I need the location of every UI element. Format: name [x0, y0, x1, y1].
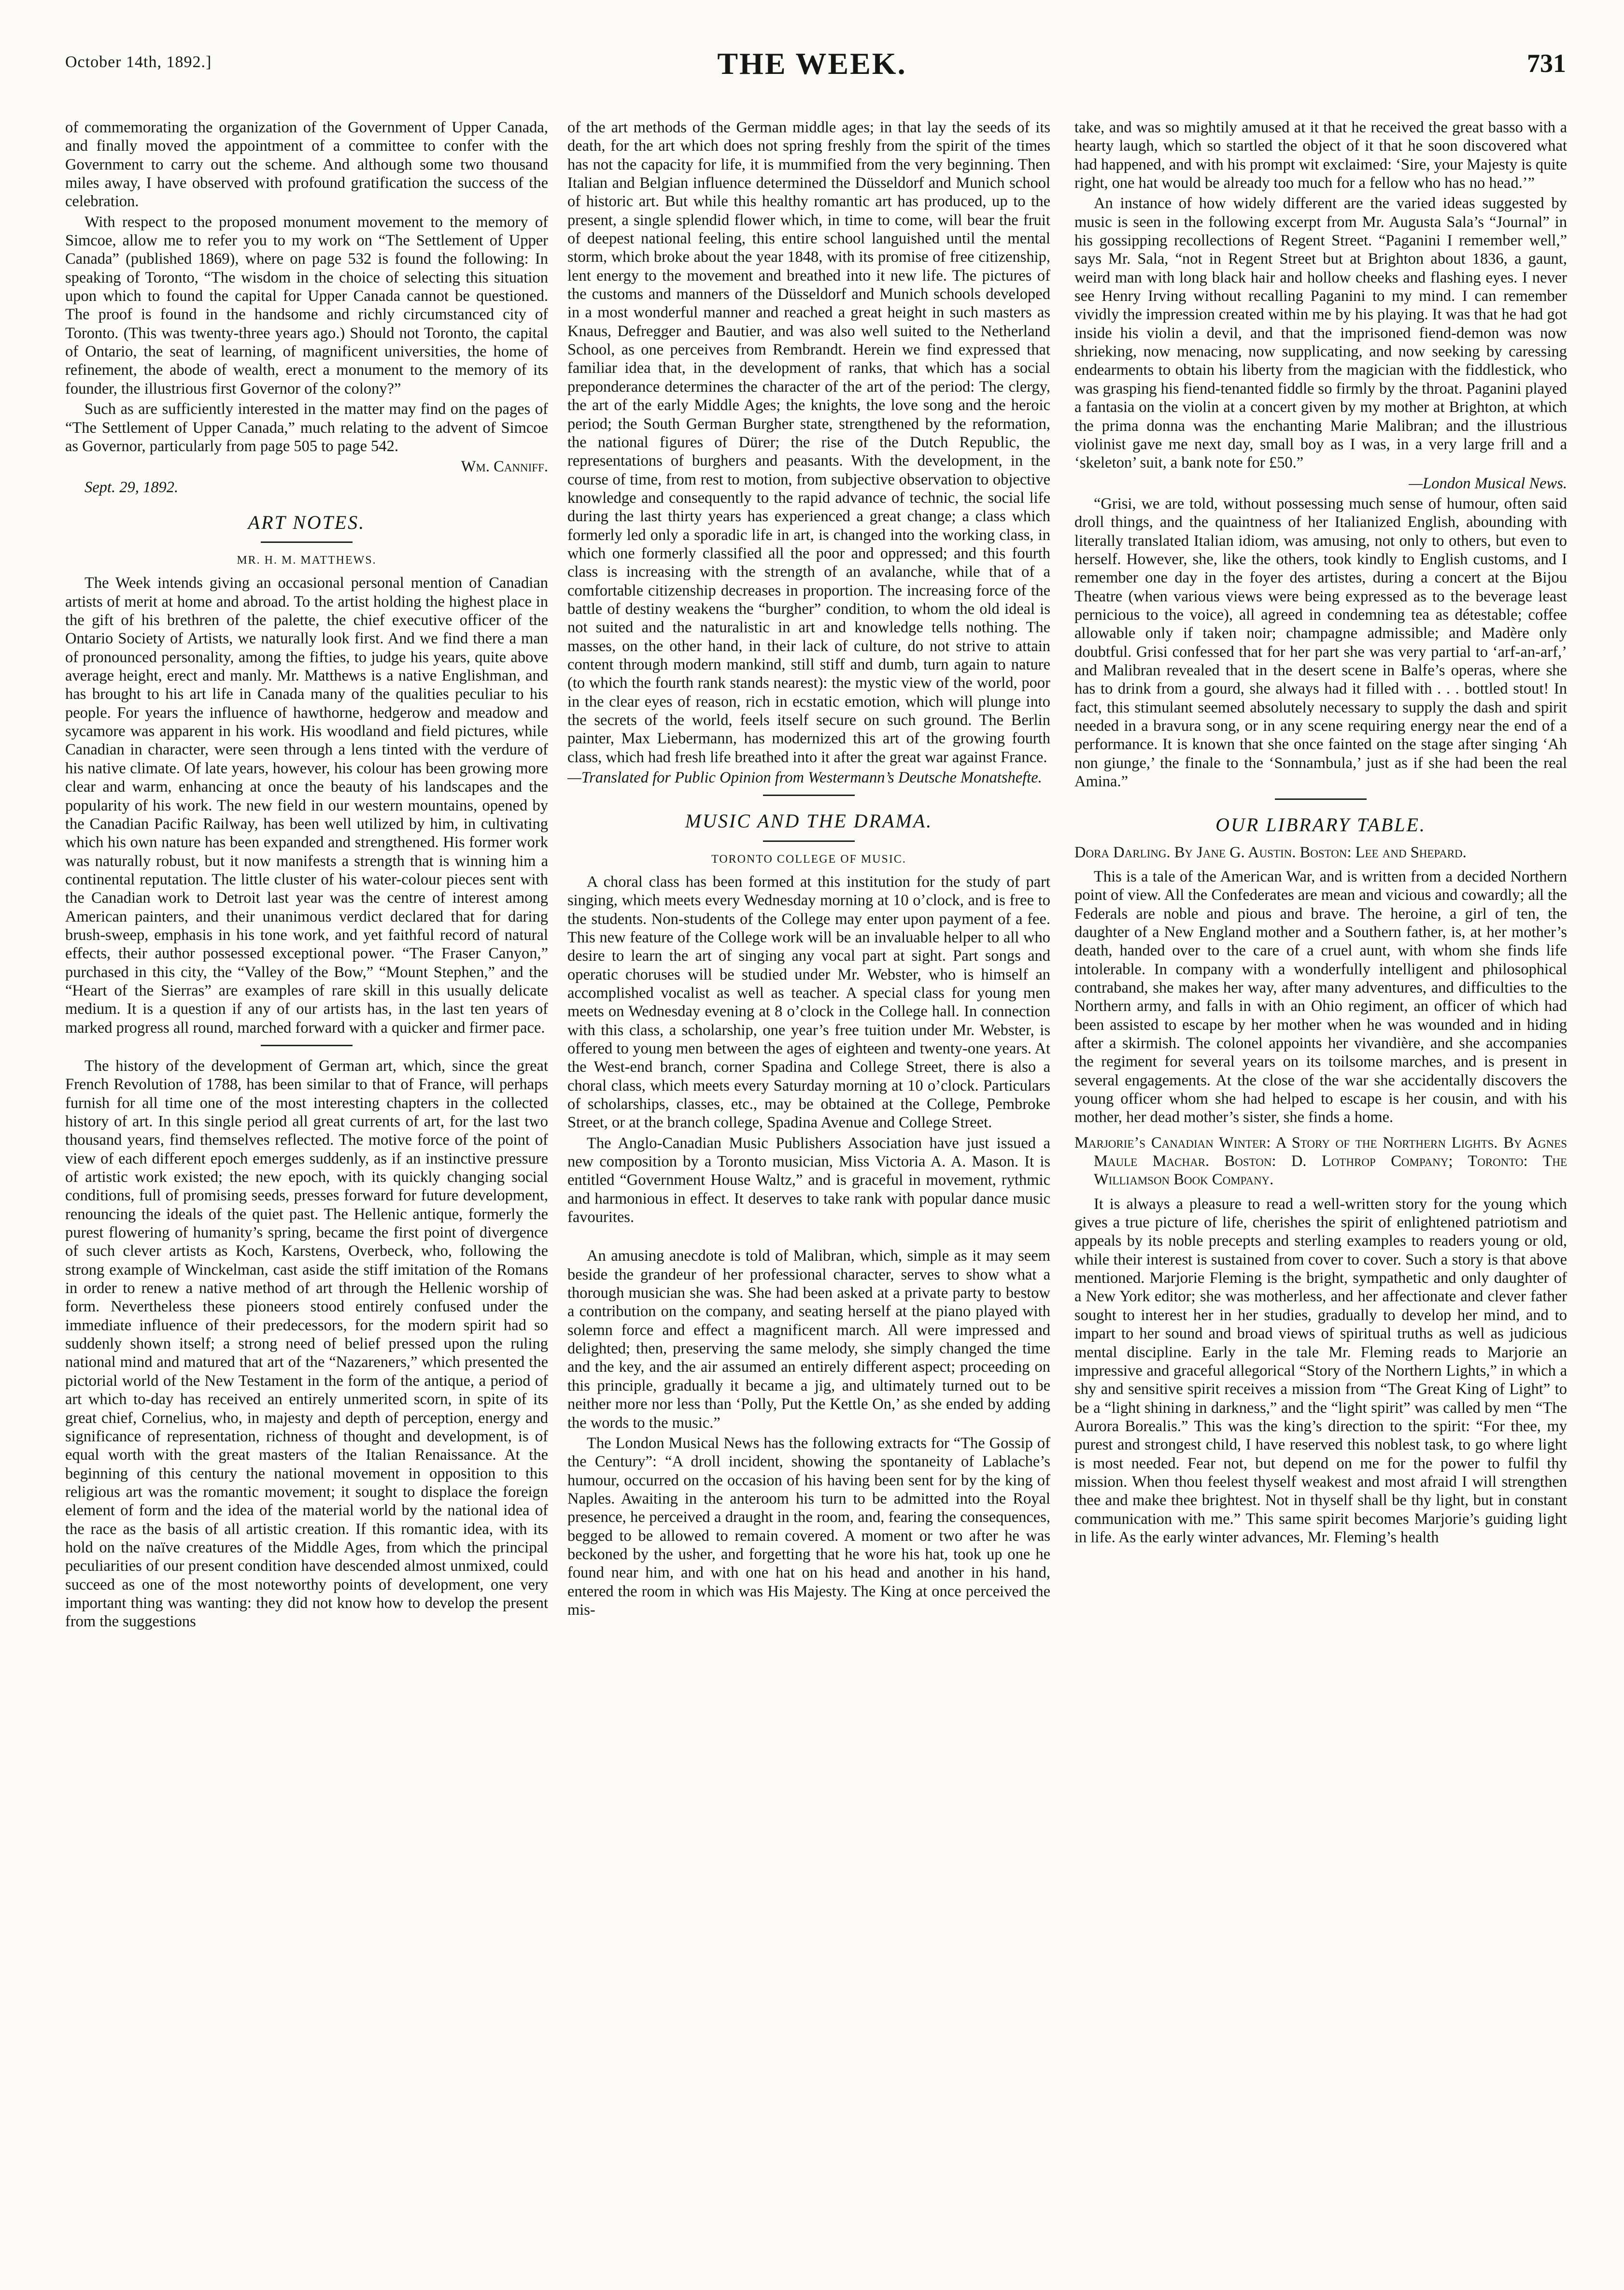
column-left — [65, 118, 548, 2253]
article-paragraph: The London Musical News has the following extracts for “The Gossip of the Century”: “A droll incident, showing the spontaneity of Lablache’s humour, occurred on the occasion of his having been sent for by the king of Naples. Awaiting in the anteroom his turn to be admitted into the Royal presence, he perceived a draught in the room, and, fearing the consequences, begged to be allowed to remain covered. A moment or two after he was beckoned by the usher, and forgetting that he wore his hat, took up one he found near him, and with one hat on his head and another in his hand, entered the room in which was His Majesty. The King at once perceived the mis- — [567, 1434, 1050, 1619]
issue-date: October 14th, 1892.] — [65, 53, 212, 71]
masthead-title: THE WEEK. — [717, 46, 907, 81]
column-middle — [567, 118, 1050, 2253]
article-subhead: MR. H. M. MATTHEWS. — [237, 554, 377, 567]
article-paragraph: take, and was so mightily amused at it that he received the great basso with a hearty laugh, which so startled the object of it that he soon discovered what had happened, and with his prompt wit exclaimed: ‘Sire, your Majesty is quite right, one hat would be already too much for a fellow who has no head.’” — [1074, 119, 1567, 192]
letter-paragraph: Such as are sufficiently interested in the matter may find on the pages of “The Settlement of Upper Canada,” much relating to the advent of Simcoe as Governor, particularly from page 505 to page 542. — [65, 400, 548, 455]
article-paragraph: The Week intends giving an occasional personal mention of Canadian artists of merit at home and abroad. To the artist holding the highest place in the gift of his brethren of the palette, the chief executive officer of the Ontario Society of Artists, we naturally look first. And we find there a man of pronounced personality, among the fifties, to judge his years, quite above average height, erect and manly. Mr. Matthews is a native Englishman, and has brought to his art life in Canada many of the qualities peculiar to his people. For years the influence of hawthorne, hedgerow and meadow and sycamore was apparent in his work. His woodland and field pictures, while Canadian in character, were seen through a lens tinted with the verdure of his native climate. Of late years, however, his colour has been growing more clear and warm, enhancing at once the beauty of his landscapes and the popularity of his work. The new field in our western mountains, opened by the Canadian Pacific Railway, has been well utilized by him, in cultivating which his own nature has been expanded and strengthened. His former work was naturally robust, but it now manifests a strength that is winning him a continental reputation. The little cluster of his water-colour pieces sent with the Canadian work to Detroit last year was the centre of interest among American painters, and their unanimous verdict declared that for daring brush-sweep, emphasis in his tone work, and yet faithful record of natural effects, their author possessed exceptional power. “The Fraser Canyon,” purchased in this city, the “Valley of the Bow,” “Mount Stephen,” and the “Heart of the Sierras” are examples of rare skill in this usually delicate medium. It is a question if any of our artists has, in the last ten years of marked progress all round, marched forward with a quicker and firmer pace. — [65, 574, 548, 1037]
book-review-heading: Dora Darling. By Jane G. Austin. Boston: Lee and Shepard. — [1074, 843, 1467, 861]
article-paragraph: The history of the development of German art, which, since the great French Revolution of 1788, has been similar to that of France, will perhaps furnish for all time one of the most interesting chapters in the collected history of art. In this single period all great currents of art, for the last two thousand years, find themselves reflected. The motive force of the point of view of each different epoch emerges suddenly, as if an instinctive pressure of artistic work existed; the new epoch, with its quickly changing social conditions, full of promising seeds, presses forward for future development, renouncing the ideals of the quiet past. The Hellenic antique, formerly the purest flowering of humanity’s spring, became the first point of divergence of such clever artists as Koch, Karstens, Overbeck, who, following the strong example of Winckelman, cast aside the stiff imitation of the Romans in order to renew a native method of art through the Hellenic worship of form. Nevertheless these pioneers stood entirely confused under the immediate influence of their predecessors, for the modern spirit had so suddenly shown itself; a strong need of belief pressed upon the ruling national mind and matured that art of the “Nazareners,” which presented the pictorial world of the New Testament in the form of the antique, a period of art which to-day has received an entirely unmerited scorn, in spite of its great chief, Cornelius, who, in majesty and depth of perception, energy and significance of representation, richness of thought and development, is of equal worth with the great masters of the Italian Renaissance. At the beginning of this century the national movement in opposition to this religious art was the romantic movement; it sought to displace the foreign element of form and the idea of the material world by the national idea of the race as the basis of all artistic creation. If this romantic idea, with its hold on the naïve creatures of the Middle Ages, from which the principal peculiarities of our present condition have descended almost unmixed, could succeed as one of the most noteworthy points of development, one very important thing was wanting: they did not know how to develop the present from the suggestions — [65, 1057, 548, 1631]
section-rule — [261, 541, 353, 543]
spacer — [567, 1228, 1050, 1247]
book-review-paragraph: It is always a pleasure to read a well-written story for the young which gives a true picture of life, cherishes the spirit of enlightened patriotism and appeals by its noble precepts and sterling examples to readers young or old, while their interest is sustained from cover to cover. Such a story is that above mentioned. Marjorie Fleming is the bright, sympathetic and only daughter of a New York editor; she was motherless, and her affectionate and clever father sought to interest her in her studies, gradually to develop her mind, and to impart to her sound and broad views of spiritual truths as well as judicious mental discipline. Early in the tale Mr. Fleming reads to Marjorie an impressive and graceful allegorical “Story of the Northern Lights,” in which a shy and sensitive spirit receives a mission from “The Great King of Light” to be a “light shining in darkness,” and the “light spirit” was called by men “The Aurora Borealis.” This was the king’s direction to the spirit: “For thee, my purest and strongest child, I have reserved this noblest task, to go where light is most needed. Fear not, but depend on me for the power to fulfil thy mission. When thou feelest thyself weakest and most afraid I will strengthen thee and make thee brightest. Not in thyself shall be thy light, but in constant communication with me.” This same spirit becomes Marjorie’s guiding light in life. As the early winter advances, Mr. Fleming’s health — [1074, 1195, 1567, 1546]
article-credit: —London Musical News. — [1409, 474, 1567, 492]
column-right — [1074, 118, 1567, 2253]
article-credit: —Translated for Public Opinion from Westermann’s Deutsche Monatshefte. — [567, 769, 1042, 787]
section-rule — [763, 795, 855, 796]
letter-signature: Wm. Canniff. — [461, 458, 548, 476]
section-title-library: OUR LIBRARY TABLE. — [1215, 814, 1426, 836]
article-paragraph: of the art methods of the German middle ages; in that lay the seeds of its death, for the art which does not spring freshly from the spirit of the times has not the capacity for life, it is mummified from the very beginning. Then Italian and Belgian influence determined the Düsseldorf and Munich school of historic art. But while this healthy romantic art has produced, up to the present, a single splendid flower which, in time to come, will bear the fruit of deepest national feeling, this entire school languished until the mental storm, which broke about the year 1848, with its promise of free citizenship, lent energy to the movement and breathed into it new life. The pictures of the customs and manners of the Düsseldorf and Munich schools developed in a most wonderful manner and reached a great height in such masters as Knaus, Defregger and Bautier, and was also well suited to the Netherland School, as one perceives from Rembrandt. Herein we find expressed that familiar idea that, in the development of ranks, that which has a social preponderance determines the character of the art of the period: The clergy, the art of the early Middle Ages; the knights, the love song and the heroic period; the South German Burgher state, strengthened by the reformation, the national figures of Dürer; the rise of the Dutch Republic, the representations of burghers and peasants. With the development, in the course of time, from rest to motion, from subjective observation to objective knowledge and consequently to the rapid advance of technic, the social life during the last thirty years has experienced a great change; a class which formerly led only a sporadic life in art, is changed into the working class, in which one formerly classified all the poor and oppressed; and this fourth class is increasing with the strength of an avalanche, while that of a comfortable citizenship decreases in proportion. The increasing force of the battle of destiny weakens the “burgher” condition, to whom the old ideal is not suited and the naturalistic in art and knowledge tells nothing. The masses, on the other hand, in their lack of culture, do not strive to attain content through modern mankind, still stiff and dumb, turn again to nature (to which the fourth rank stands nearest): the mystic view of the world, poor in the clear eyes of reason, rich in ecstatic emotion, which will plunge into the secrets of the world, feels itself secure on such ground. The Berlin painter, Max Liebermann, has modernized this art of the growing fourth class, which had fresh life breathed into it after the great war against France. — [567, 119, 1050, 766]
book-review-heading: Marjorie’s Canadian Winter: A Story of the Northern Lights. By Agnes Maule Machar. Boston: D. Lothrop Company; Toronto: The Williamson Book Company. — [1074, 1134, 1567, 1189]
section-title-music: MUSIC AND THE DRAMA. — [685, 810, 933, 832]
book-review-paragraph: This is a tale of the American War, and is written from a decided Northern point of view. All the Confederates are mean and vicious and cowardly; all the Federals are noble and pious and brave. The heroine, a girl of ten, the daughter of a New England mother and a Southern father, is, at her mother’s death, handed over to the care of a cruel aunt, with whom she finds life intolerable. In company with a wonderfully intelligent and philosophical contraband, she makes her way, after many adventures, and difficulties to the Northern army, and falls in with an Ohio regiment, an officer of which had been assisted to escape by her mother when he was wounded and in hiding after a skirmish. The colonel appoints her vivandière, and she accompanies the regiment for several years on its toilsome marches, and is present in several engagements. At the close of the war she accidentally discovers the young officer whom she had helped to escape is her cousin, and with his mother, her dead mother’s sister, she finds a home. — [1074, 868, 1567, 1126]
letter-date: Sept. 29, 1892. — [85, 478, 179, 496]
page-number: 731 — [1527, 49, 1566, 78]
section-rule — [261, 1045, 353, 1046]
article-subhead: TORONTO COLLEGE OF MUSIC. — [711, 853, 906, 866]
section-rule — [763, 840, 855, 842]
article-paragraph: A choral class has been formed at this institution for the study of part singing, which meets every Wednesday morning at 10 o’clock, and is free to the students. Non-students of the College may enter upon payment of a fee. This new feature of the College work will be an invaluable helper to all who desire to learn the art of singing any vocal part at sight. Part songs and operatic choruses will be studied under Mr. Webster, who is himself an accomplished vocalist as well as teacher. A special class for young men meets on Wednesday evening at 8 o’clock in the College hall. In connection with this class, a scholarship, one year’s free tuition under Mr. Webster, is offered to young men between the ages of eighteen and twenty-one years. At the West-end branch, corner Spadina and College Street, there is also a choral class, which meets every Saturday morning at 10 o’clock. Particulars of scholarships, classes, etc., may be obtained at the College, Pembroke Street, or at the branch college, Spadina Avenue and College Street. — [567, 873, 1050, 1132]
letter-paragraph: With respect to the proposed monument movement to the memory of Simcoe, allow me to refer you to my work on “The Settlement of Upper Canada” (published 1869), where on page 532 is found the following: In speaking of Toronto, “The wisdom in the choice of selecting this situation upon which to found the capital for Upper Canada cannot be questioned. The proof is found in the handsome and richly circumstanced city of Toronto. (This was twenty-three years ago.) Should not Toronto, the capital of Ontario, the seat of learning, of magnificent universities, the home of refinement, the abode of wealth, erect a monument to the memory of its founder, the illustrious first Governor of the colony?” — [65, 213, 548, 398]
article-paragraph: “Grisi, we are told, without possessing much sense of humour, often said droll things, and the quaintness of her Italianized English, abounding with literally translated Italian idiom, was amusing, not only to others, but even to herself. However, she, like the others, took kindly to English customs, and I remember one day in the foyer des artistes, during a concert at the Bijou Theatre (when various views were being expressed as to the beverage least pernicious to the voice), all agreed in condemning tea as détestable; coffee allowable only if taken noir; champagne admissible; and Madère only doubtful. Grisi confessed that for her part she was very partial to ‘arf-an-arf,’ and Malibran revealed that in the desert scene in Balfe’s operas, where she has to drink from a gourd, she always had it filled with . . . bottled stout! In fact, this stimulant seemed absolutely necessary to supply the dash and spirit needed in a bravura song, or in any scene requiring energy near the end of a performance. It is known that she once fainted on the stage after singing ‘Ah non giunge,’ the finale to the ‘Sonnambula,’ just as if she had been the real Amina.” — [1074, 495, 1567, 791]
section-title-art-notes: ART NOTES. — [248, 511, 366, 533]
article-paragraph: The Anglo-Canadian Music Publishers Association have just issued a new composition by a Toronto musician, Miss Victoria A. A. Mason. It is entitled “Government House Waltz,” and is graceful in movement, rythmic and harmonious in effect. It deserves to take rank with popular dance music favourites. — [567, 1134, 1050, 1226]
section-rule — [1275, 798, 1367, 800]
article-paragraph: An amusing anecdote is told of Malibran, which, simple as it may seem beside the grandeur of her professional character, serves to show what a thorough musician she was. She had been asked at a private party to bestow a contribution on the company, and seating herself at the piano played with solemn force and effect a magnificent march. All were impressed and delighted; then, preserving the same melody, she simply changed the time and the key, and the air assumed an entirely different aspect; proceeding on this principle, gradually it became a jig, and ultimately turned out to be neither more nor less than ‘Polly, Put the Kettle On,’ as she ended by adding the words to the music.” — [567, 1247, 1050, 1432]
article-paragraph: An instance of how widely different are the varied ideas suggested by music is seen in the following excerpt from Mr. Augusta Sala’s “Journal” in his gossipping recollections of Regent Street. “Paganini I remember well,” says Mr. Sala, “not in Regent Street but at Brighton about 1836, a gaunt, weird man with long black hair and hollow cheeks and flashing eyes. I never see Henry Irving without recalling Paganini to my mind. I can remember vividly the impression created within me by his playing. It was that he had got inside his violin a devil, and that the imprisoned fiend-demon was now shrieking, now menacing, now supplicating, and now seeking by caressing endearments to obtain his liberty from the magician with the fiddlestick, who was grasping his fiend-tenanted fiddle so firmly by the throat. Paganini played a fantasia on the violin at a concert given by my mother at Brighton, at which the prima donna was the enchanting Marie Malibran; and the illustrious violinist gave me next day, small boy as I was, in a very large frill and a ‘skeleton’ suit, a bank note for £50.” — [1074, 195, 1567, 472]
letter-paragraph: of commemorating the organization of the Government of Upper Canada, and finally moved the appointment of a committee to confer with the Government to carry out the scheme. And although some two thousand miles away, I have observed with profound gratification the success of the celebration. — [65, 119, 548, 211]
